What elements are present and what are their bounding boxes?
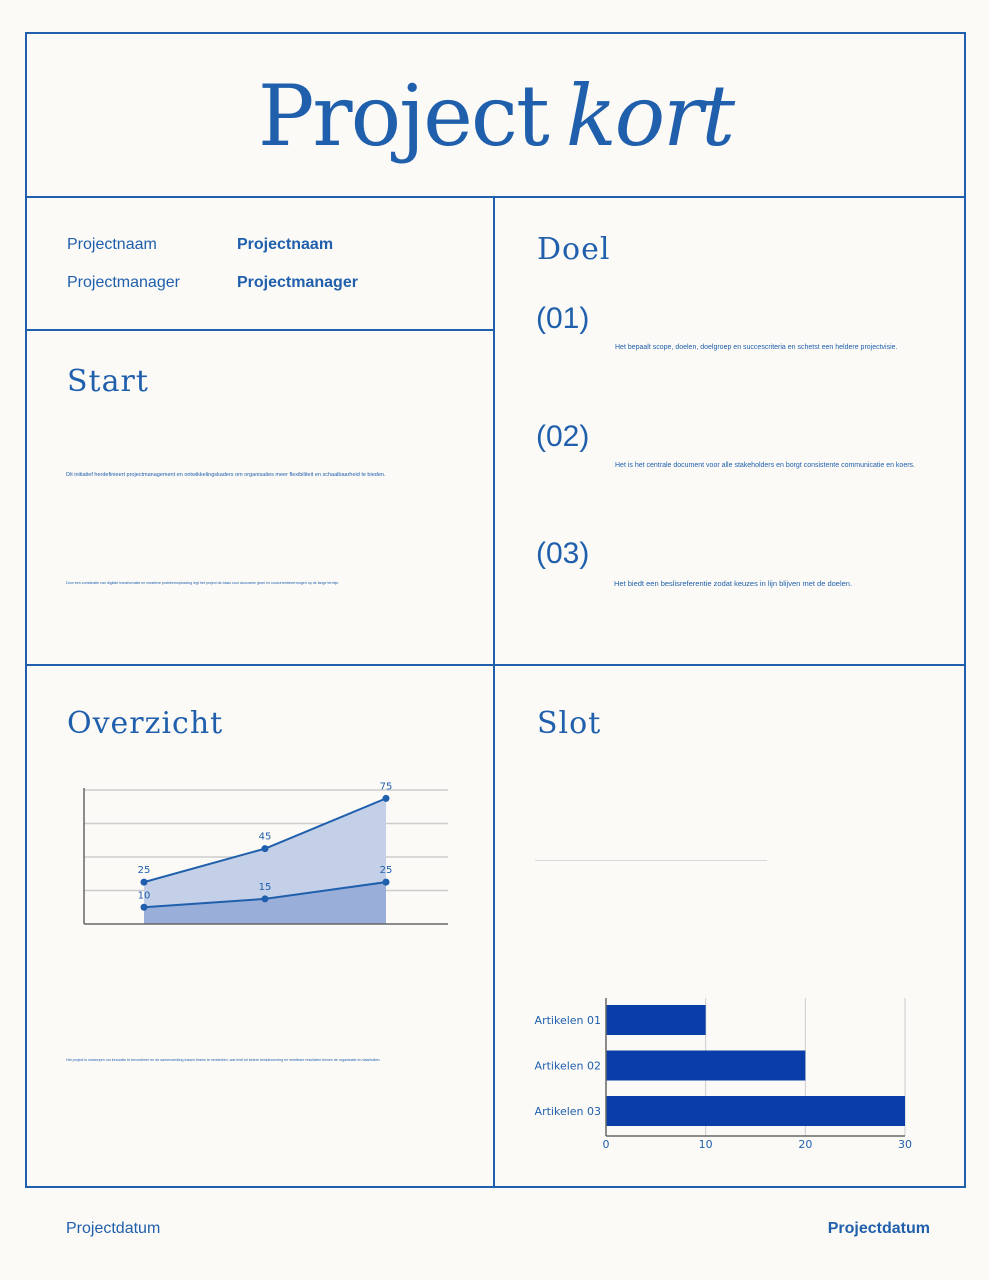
middle-divider <box>27 664 964 666</box>
data-label-s2-2: 15 <box>258 881 272 893</box>
doel-number-2: (02) <box>536 420 590 453</box>
point-s2-1 <box>141 904 148 911</box>
data-label-s2-3: 25 <box>379 865 393 877</box>
x-tick-0: 0 <box>602 1138 610 1151</box>
project-manager-label: Projectmanager <box>67 274 180 291</box>
point-s1-2 <box>262 845 269 852</box>
start-text-1: Dit initiatief herdefinieert projectmanagement en ontwikkelingskaders om organisaties meer flexibiliteit en schaalbaarheid te bieden. <box>66 472 386 478</box>
category-label-1: Artikelen 01 <box>534 1014 601 1027</box>
title-italic: kort <box>565 67 734 165</box>
data-label-s1-3: 75 <box>379 781 393 793</box>
overzicht-footnote: Het project is ontworpen om innovatie te bevorderen en de samenwerking tussen teams te versterken, wat leidt tot betere besluitvorming en meetbare resultaten binnen de organisatie en daarbuiten. <box>66 1058 381 1062</box>
footer-date-right: Projectdatum <box>827 1220 930 1237</box>
data-label-s2-1: 10 <box>137 890 151 902</box>
project-name-value: Projectnaam <box>237 236 334 253</box>
point-s1-1 <box>141 879 148 886</box>
info-divider <box>25 329 495 331</box>
doel-text-1: Het bepaalt scope, doelen, doelgroep en succescriteria en schetst een heldere projectvisie. <box>615 344 898 351</box>
doel-text-3: Het biedt een beslisreferentie zodat keuzes in lijn blijven met de doelen. <box>614 579 853 588</box>
project-manager-value: Projectmanager <box>237 274 358 291</box>
point-s1-3 <box>383 795 390 802</box>
x-tick-10: 10 <box>698 1138 713 1151</box>
start-heading: Start <box>67 364 149 399</box>
data-label-s1-1: 25 <box>137 865 151 877</box>
data-label-s1-2: 45 <box>258 831 272 843</box>
doel-number-1: (01) <box>536 302 590 335</box>
category-label-2: Artikelen 02 <box>534 1059 601 1073</box>
page-title <box>27 36 964 196</box>
slot-heading: Slot <box>537 706 602 741</box>
bar-1 <box>606 1005 706 1035</box>
overzicht-heading: Overzicht <box>67 706 224 741</box>
project-name-label: Projectnaam <box>67 236 157 253</box>
point-s2-2 <box>262 895 269 902</box>
x-tick-30: 30 <box>898 1138 912 1151</box>
doel-number-3: (03) <box>536 537 590 570</box>
slot-rule <box>535 860 767 861</box>
vertical-divider <box>493 198 495 1188</box>
bar-chart <box>530 992 940 1152</box>
category-label-3: Artikelen 03 <box>534 1105 601 1118</box>
bar-3 <box>606 1096 905 1126</box>
doel-text-2: Het is het centrale document voor alle stakeholders en borgt consistente communicatie en koers. <box>615 462 915 469</box>
doel-heading: Doel <box>537 232 611 267</box>
header-divider <box>27 196 964 198</box>
area-chart <box>76 774 456 934</box>
bar-2 <box>606 1051 805 1081</box>
x-tick-20: 20 <box>798 1138 813 1151</box>
point-s2-3 <box>383 879 390 886</box>
title-regular: Project <box>257 67 548 165</box>
footer-date-left: Projectdatum <box>66 1220 161 1237</box>
start-text-2: Door een combinatie van digitale transformatie en creatieve probleemoplossing legt het project de basis voor duurzame groei en concurrentievermogen op de lange termijn. <box>66 581 340 585</box>
